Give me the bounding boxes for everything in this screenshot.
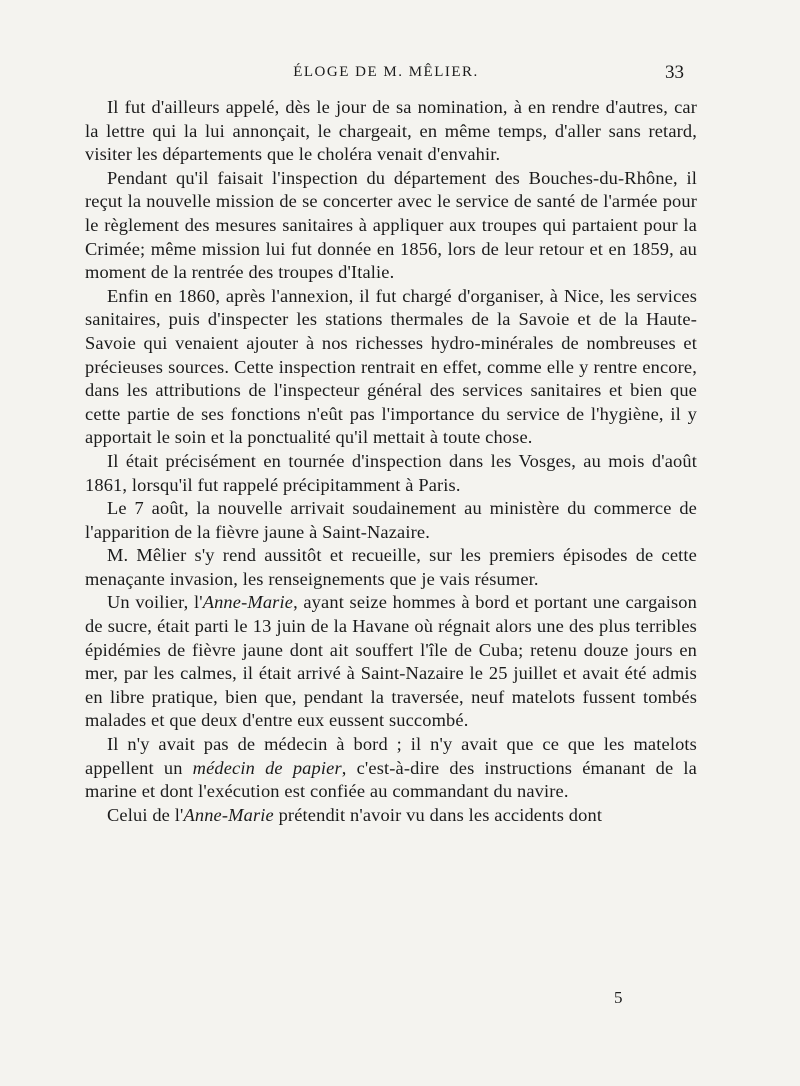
paragraph-commander-claim (85, 804, 697, 828)
page-header (88, 62, 684, 88)
paragraph-text: Pendant qu'il faisait l'inspection du département des Bouches-du-Rhône, il reçut la nouvelle mission de se concerter avec le service de santé de l'armée pour le règlement des mesures sanitaires à appliquer aux troupes qui partaient pour la Crimée; même mission lui fut donnée en 1856, lors de leur retour et en 1859, au moment de la rentrée des troupes d'Italie. (85, 167, 697, 283)
paragraph-text-after: , ayant seize hommes à bord et portant une cargaison de sucre, était parti le 13 juin de la Havane où régnait alors une des plus terribles épidémies de fièvre jaune dont ait souffert l'île de Cuba; retenu douze jours en mer, par les calmes, il était arrivé à Saint-Nazaire le 25 juillet et avait été admis en libre pratique, bien que, pendant la traversée, neuf matelots fussent tombés malades et que deux d'entre eux eussent succombé. (85, 592, 697, 731)
paragraph-melier-visit (85, 544, 697, 591)
signature-mark: 5 (614, 988, 623, 1007)
paragraph-text: Il fut d'ailleurs appelé, dès le jour de sa nomination, à en rendre d'autres, car la lettre qui la lui annonçait, le chargeait, en même temps, d'aller sans retard, visiter les départements que le choléra venait d'envahir. (85, 97, 697, 165)
body-text (85, 96, 697, 827)
paragraph-medecin-de-papier (85, 733, 697, 804)
page-number: 33 (665, 62, 684, 83)
paragraph-text: Il était précisément en tournée d'inspection dans les Vosges, au mois d'août 1861, lorsqu'il fut rappelé précipitamment à Paris. (85, 450, 697, 495)
paragraph-bouches-du-rhone (85, 167, 697, 285)
paragraph-text-after: prétendit n'avoir vu dans les accidents dont (273, 804, 603, 825)
paragraph-vosges (85, 450, 697, 497)
paragraph-text-after: , c'est-à-dire des instructions émanant de la marine et dont l'exécution est confiée au commandant du navire. (85, 757, 697, 802)
paragraph-saint-nazaire-news (85, 497, 697, 544)
running-title: ÉLOGE DE M. MÊLIER. (293, 64, 479, 80)
paragraph-anne-marie (85, 591, 697, 733)
paragraph-nice-savoie (85, 285, 697, 450)
paragraph-text-before: Il n'y avait pas de médecin à bord ; il n'y avait que ce que les matelots appellent un (85, 734, 697, 778)
paragraph-text-before: Un voilier, l' (107, 592, 203, 613)
paragraph-text: Enfin en 1860, après l'annexion, il fut chargé d'organiser, à Nice, les services sanitaires, puis d'inspecter les stations thermales de la Savoie et de la Haute-Savoie qui venaient ajouter à nos richesses hydro-minérales de nombreuses et précieuses sources. Cette inspection rentrait en effet, comme elle y rentre encore, dans les attributions de l'inspecteur général des services sanitaires et bien que cette partie de ses fonctions n'eût pas l'importance du service de l'hygiène, il y apportait le soin et la ponctualité qu'il mettait à toute chose. (85, 285, 697, 448)
italic-phrase: médecin de papier (192, 757, 342, 778)
ship-name: Anne-Marie (183, 804, 274, 825)
paragraph-text-before: Celui de l' (107, 804, 184, 825)
ship-name: Anne-Marie (202, 592, 294, 613)
paragraph-appointment (85, 96, 697, 167)
paragraph-text: M. Mêlier s'y rend aussitôt et recueille, sur les premiers épisodes de cette menaçante invasion, les renseignements que je vais résumer. (85, 545, 697, 589)
paragraph-text: Le 7 août, la nouvelle arrivait soudainement au ministère du commerce de l'apparition de la fièvre jaune à Saint-Nazaire. (85, 498, 697, 542)
